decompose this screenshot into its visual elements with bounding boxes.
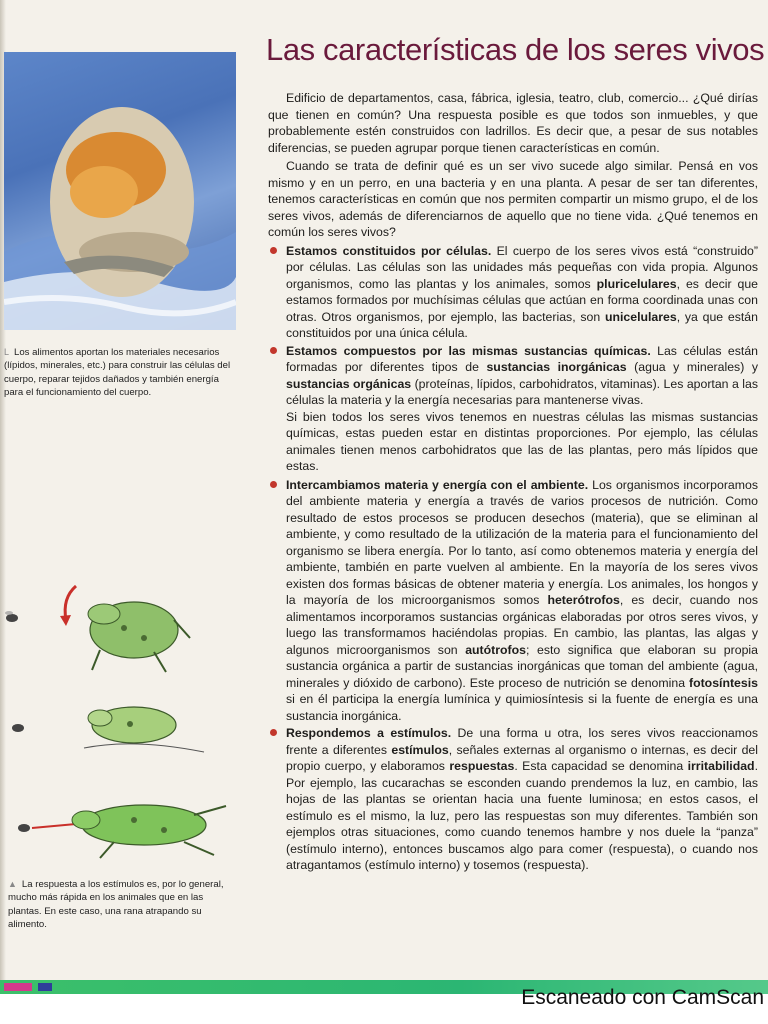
red-dot-bullet-icon	[270, 481, 277, 488]
intro-paragraph: Edificio de departamentos, casa, fábrica, iglesia, teatro, club, comercio... ¿Qué dirías que tienen en común? Una respuesta posible es que todos son inmuebles, y que probablemente estén construidos con ladrillos. Es decir que, a pesar de sus notables diferencias, se pueden agrupar porque tienen características en común.	[268, 91, 758, 155]
characteristic-item-energy: Intercambiamos materia y energía con el ambiente. Los organismos incorporamos del ambiente materia y energía a través de varios procesos de nutrición. Como resultado de estos procesos se producen desechos (materia), que se eliminan al ambiente, y como resultado de la utilización de la materia para el funcionamiento del organismo se libera energía. Por lo tanto, así como obtenemos materia y energía del ambiente, también en parte vuelven al ambiente. En la mayoría de los seres vivos existen dos formas básicas de obtener materia y energía. Los animales, los hongos y la mayoría de los microorganismos somos heterótrofos, es decir, cuando nos alimentamos incorporamos sustancias orgánicas elaboradas por otros seres vivos, y luego las transformamos haciéndolas propias. En cambio, las plantas, las algas y algunos microorganismos son autótrofos; esto significa que elaboran su propia sustancia orgánica a partir de sustancias inorgánicas que toman del ambiente (agua, minerales y dióxido de carbono). Este proceso de nutrición se denomina fotosíntesis si en él participa la energía lumínica y quimiosíntesis si la fuente de energía es una sustancia inorgánica.	[268, 477, 758, 725]
frog-crouching	[84, 707, 204, 752]
food-caption	[4, 346, 240, 400]
fly-icon	[12, 724, 24, 732]
characteristic-item-stimuli: Respondemos a estímulos. De una forma u otra, los seres vivos reaccionamos frente a diferentes estímulos, señales externas al organismo o internas, es decir del propio cuerpo, y elaboramos respuestas. Esta capacidad se denomina irritabilidad. Por ejemplo, las cucarachas se esconden cuando prendemos la luz, en cambio, las hojas de las plantas se orientan hacia una fuente luminosa; en estos casos, el estímulo es el mismo, la luz, pero las respuestas son muy diferentes. También son ejemplos otras situaciones, como cuando tenemos hambre y nos duele la “panza” (estímulo interno), entonces buscamos algo para comer (respuesta), o cuando nos atragantamos (estímulo interno) y tosemos (respuesta).	[268, 725, 758, 874]
frog-caption	[8, 878, 238, 932]
footer-pink-tab	[4, 983, 32, 991]
item-heading: Intercambiamos materia y energía con el ambiente.	[286, 477, 589, 492]
page-title: Las características de los seres vivos	[266, 32, 765, 67]
frog-illustration	[4, 580, 240, 870]
bear-eating-fish-photo	[4, 52, 236, 330]
characteristic-item-cells: Estamos constituidos por células. El cuerpo de los seres vivos está “construido” por células. Las células son las unidades más pequeñas con vida propia. Algunos organismos, como las plantas y los animales, somos pluricelulares, es decir que estamos formados por muchísimas células que actúan en forma coordinada unas con otras. Otros organismos, por ejemplo, las bacterias, son unicelulares, ya que están constituidos por una única célula.	[268, 243, 758, 342]
caption-marker: ▲	[8, 879, 17, 889]
item-heading: Estamos compuestos por las mismas sustancias químicas.	[286, 343, 651, 358]
scanner-watermark: Escaneado con CamScan	[521, 986, 764, 1009]
fly-icon	[5, 611, 18, 622]
red-dot-bullet-icon	[270, 729, 277, 736]
main-text-column	[268, 90, 758, 874]
footer-blue-tab	[38, 983, 52, 991]
item-heading: Respondemos a estímulos.	[286, 726, 452, 740]
characteristic-item-substances: Estamos compuestos por las mismas sustancias químicas. Las células están formadas por diferentes tipos de sustancias inorgánicas (agua y minerales) y sustancias orgánicas (proteínas, lípidos, carbohidratos, vitaminas). Les aportan a las células la materia y la energía necesarias para mantenerse vivas.	[268, 343, 758, 409]
intro-paragraph: Cuando se trata de definir qué es un ser vivo sucede algo similar. Pensá en vos mismo y en un perro, en una bacteria y en una planta. A pesar de ser tan diferentes, tenemos características en común que nos permiten compartir un mismo grupo, el de los seres vivos, además de diferenciarnos de aquello que no tiene vida. ¿Qué tenemos en común los seres vivos?	[268, 159, 758, 239]
item-heading: Estamos constituidos por células.	[286, 243, 492, 258]
red-arrow-icon	[60, 586, 76, 626]
item-extra-paragraph: Si bien todos los seres vivos tenemos en nuestras células las mismas sustancias químicas, estas pueden estar en distintas proporciones. Por ejemplo, las células animales tienen menos carbohidratos que las de las plantas, pero más lípidos que estas.	[286, 409, 758, 473]
frog-caption-text: La respuesta a los estímulos es, por lo general, mucho más rápida en los animales que en las plantas. En este caso, una rana atrapando su alimento.	[8, 879, 224, 931]
fly-icon	[18, 824, 30, 832]
food-caption-text: Los alimentos aportan los materiales necesarios (lípidos, minerales, etc.) para construir las células del cuerpo, reparar tejidos dañados y también energía para el funcionamiento del cuerpo.	[4, 347, 231, 399]
red-dot-bullet-icon	[270, 347, 277, 354]
red-dot-bullet-icon	[270, 247, 277, 254]
frog-sitting	[88, 602, 190, 672]
caption-marker: L	[4, 347, 10, 357]
frog-catching	[32, 805, 226, 858]
